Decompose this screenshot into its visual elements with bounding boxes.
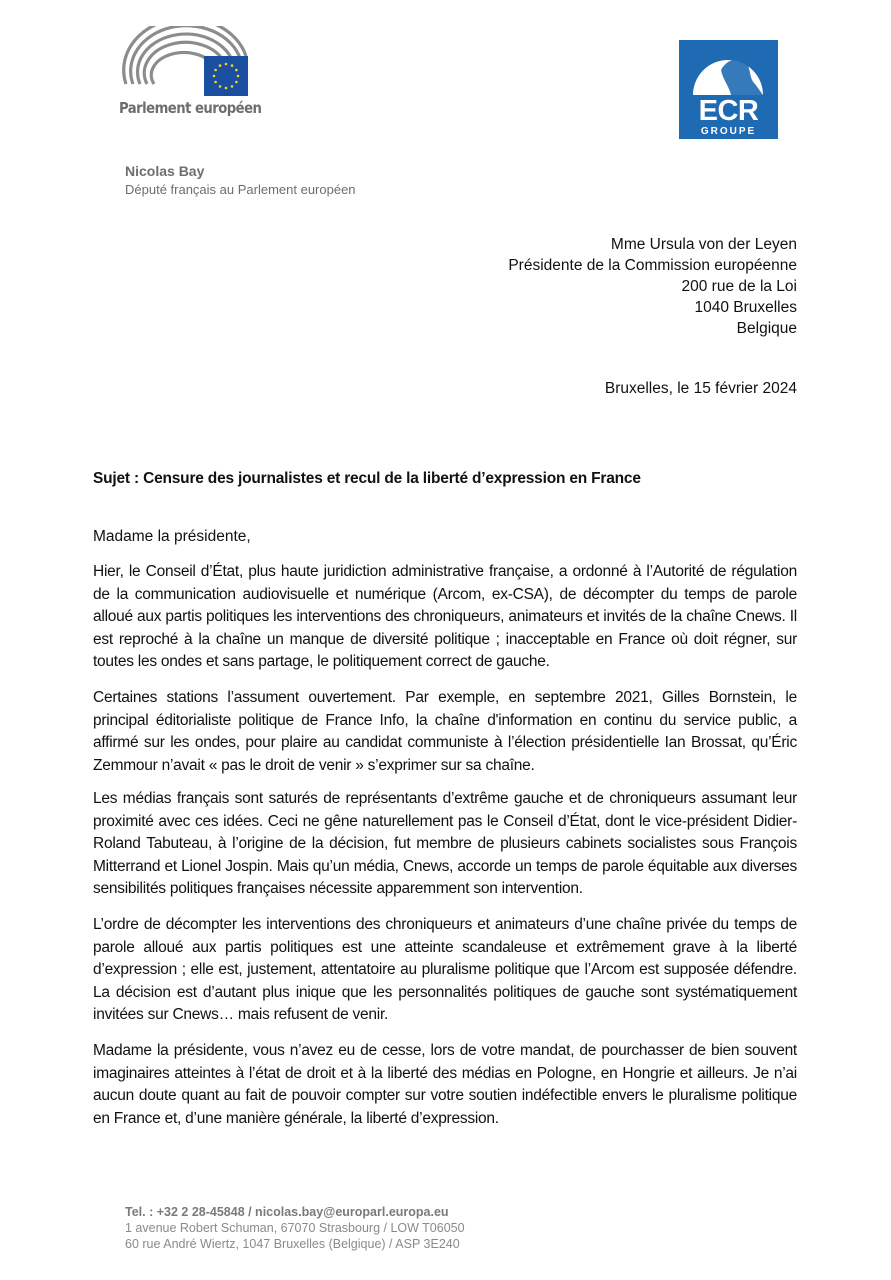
sender-title: Député français au Parlement européen [125, 182, 356, 197]
recipient-city: 1040 Bruxelles [694, 299, 797, 316]
eu-flag [204, 56, 248, 96]
ecr-logo-main-text: ECR [698, 95, 759, 127]
footer-address-strasbourg: 1 avenue Robert Schuman, 67070 Strasbourg / LOW T06050 [125, 1221, 465, 1235]
letter-date: Bruxelles, le 15 février 2024 [604, 380, 797, 397]
ecr-group-logo [679, 40, 778, 139]
recipient-street: 200 rue de la Loi [681, 278, 797, 295]
salutation: Madame la présidente, [93, 528, 251, 545]
recipient-country: Belgique [736, 320, 797, 337]
body-paragraph: Les médias français sont saturés de représentants d’extrême gauche et de chroniqueurs assumant leur proximité avec ces idées. Ceci ne gêne naturellement pas le Conseil d’État, dont le vice-président Didier-Roland Tabuteau, à l’origine de la décision, fut membre de plusieurs cabinets socialistes sous François Mitterrand et Lionel Jospin. Mais qu’un média, Cnews, accorde un temps de parole équitable aux diverses sensibilités politiques françaises nécessite apparemment son intervention. [93, 790, 797, 898]
letter-subject: Sujet : Censure des journalistes et recul de la liberté d’expression en France [93, 470, 641, 487]
body-paragraph: Hier, le Conseil d’État, plus haute juridiction administrative française, a ordonné à l’Autorité de régulation de la communication audiovisuelle et numérique (Arcom, ex-CSA), de décompter du temps de parole alloué aux partis politiques les interventions des chroniqueurs, animateurs et invités de la chaîne Cnews. Il est reproché à la chaîne un manque de diversité politique ; inacceptable en France où doit régner, sur toutes les ondes et sans partage, le politiquement correct de gauche. [93, 563, 797, 671]
sender-name: Nicolas Bay [125, 163, 205, 179]
footer-address-brussels: 60 rue André Wiertz, 1047 Bruxelles (Belgique) / ASP 3E240 [125, 1237, 460, 1251]
parliament-hemicycle-icon [118, 26, 253, 101]
recipient-title: Présidente de la Commission européenne [508, 257, 797, 274]
recipient-name: Mme Ursula von der Leyen [610, 236, 797, 253]
recipient-address [508, 234, 797, 339]
body-paragraph: Certaines stations l’assument ouvertement. Par exemple, en septembre 2021, Gilles Bornstein, le principal éditorialiste politique de France Info, la chaîne d'information en continu du service public, a affirmé sur les ondes, pour plaire au candidat communiste à l’élection présidentielle Ian Brossat, qu’Éric Zemmour n’avait « pas le droit de venir » s’exprimer sur sa chaîne. [93, 689, 797, 774]
letter-footer [125, 1204, 465, 1252]
body-paragraph: L’ordre de décompter les interventions des chroniqueurs et animateurs d’une chaîne privée du temps de parole alloué aux partis politiques est une atteinte scandaleuse et extrêmement grave à la liberté d’expression ; elle est, justement, attentatoire au pluralisme politique que l’Arcom est supposée défendre. La décision est d’autant plus inique que les personnalités politiques de gauche sont systématiquement invitées sur Cnews… mais refusent de venir. [93, 916, 797, 1024]
european-parliament-caption: Parlement européen [119, 99, 262, 117]
ecr-logo-sub-text: GROUPE [700, 126, 757, 137]
footer-contact: Tel. : +32 2 28-45848 / nicolas.bay@europarl.europa.eu [125, 1205, 449, 1219]
body-paragraph: Madame la présidente, vous n’avez eu de cesse, lors de votre mandat, de pourchasser de bien souvent imaginaires atteintes à l’état de droit et à la liberté des médias en Pologne, en Hongrie et ailleurs. Je n’ai aucun doute quant au fait de pouvoir compter sur votre soutien indéfectible envers le pluralisme politique en France et, d’une manière générale, la liberté d’expression. [93, 1042, 797, 1127]
